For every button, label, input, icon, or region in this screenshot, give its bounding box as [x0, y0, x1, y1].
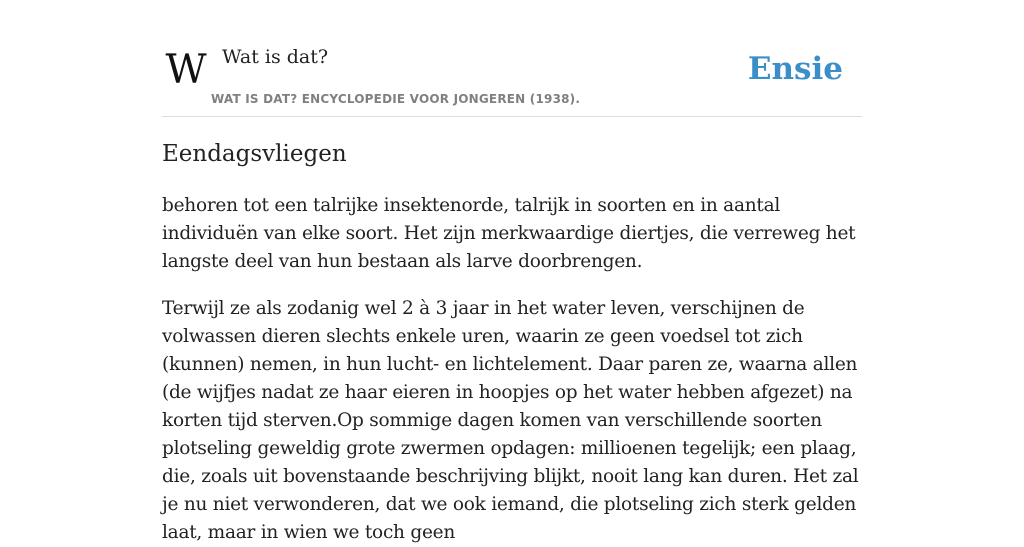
- ensie-logo-link[interactable]: Ensie: [747, 51, 843, 87]
- article: [162, 138, 862, 547]
- source-title[interactable]: Wat is dat?: [222, 46, 329, 68]
- entry-title: Eendagsvliegen: [162, 141, 347, 167]
- svg-text:W: W: [165, 47, 207, 93]
- wikipedia-w-icon[interactable]: [164, 47, 208, 93]
- source-subtitle: WAT IS DAT? ENCYCLOPEDIE VOOR JONGEREN (1938).: [211, 92, 581, 106]
- article-paragraph-2: Terwijl ze als zodanig wel 2 à 3 jaar in het water leven, verschijnen de volwassen dieren slechts enkele uren, waarin ze geen voedsel tot zich (kunnen) nemen, in hun lucht- en lichtelement. Daar paren ze, waarna allen (de wijfjes nadat ze haar eieren in hoopjes op het water hebben afgezet) na korten tijd sterven.Op sommige dagen komen van verschillende soorten plotseling geweldig grote zwermen opdagen: millioenen tegelijk; een plaag, die, zoals uit bovenstaande beschrijving blijkt, nooit lang kan duren. Het zal je nu niet verwonderen, dat we ook iemand, die plotseling zich sterk gelden laat, maar in wien we toch geen: [162, 298, 859, 543]
- source-header: [162, 40, 862, 117]
- article-paragraph-1: behoren tot een talrijke insektenorde, talrijk in soorten en in aantal individuën van elke soort. Het zijn merkwaardige diertjes, die verreweg het langste deel van hun bestaan als larve doorbrengen.: [162, 195, 856, 272]
